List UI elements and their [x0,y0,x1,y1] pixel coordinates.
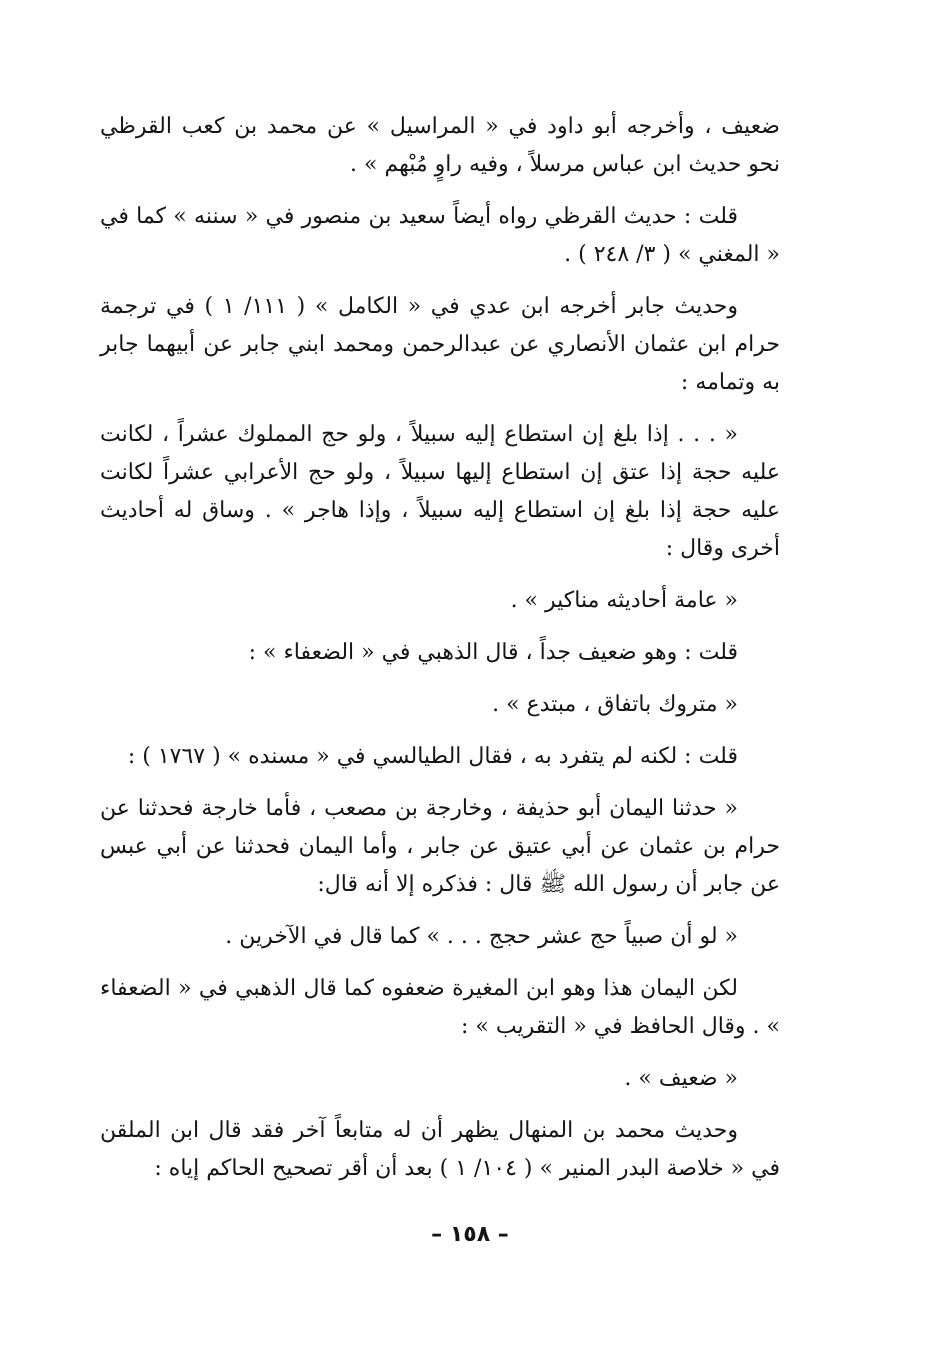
page-number: – ١٥٨ – [431,1222,509,1247]
paragraph-9-quote: « حدثنا اليمان أبو حذيفة ، وخارجة بن مصعب ، فأما خارجة فحدثنا عن حرام بن عثمان عن أبي عتيق عن جابر ، وأما اليمان فحدثنا عن أبي عبس عن جابر أن رسول الله ﷺ قال : فذكره إلا أنه قال: [100,796,780,897]
paragraph-6: قلت : وهو ضعيف جداً ، قال الذهبي في « الضعفاء » : [248,640,738,665]
page-body [100,108,780,1202]
paragraph-1: ضعيف ، وأخرجه أبو داود في « المراسيل » عن محمد بن كعب القرظي نحو حديث ابن عباس مرسلاً ، وفيه راوٍ مُبْهم » . [100,114,780,177]
paragraph-10-quote: « لو أن صبياً حج عشر حجج . . . » كما قال في الآخرين . [225,924,738,949]
paragraph-8: قلت : لكنه لم يتفرد به ، فقال الطيالسي في « مسنده » ( ١٧٦٧ ) : [127,744,738,769]
paragraph-7-quote: « متروك باتفاق ، مبتدع » . [492,692,738,717]
paragraph-4-quote: « . . . إذا بلغ إن استطاع إليه سبيلاً ، ولو حج المملوك عشراً ، لكانت عليه حجة إذا عتق إن استطاع إليها سبيلاً ، ولو حج الأعرابي عشراً لكانت عليه حجة إذا بلغ إن استطاع إليه سبيلاً ، وإذا هاجر » . وساق له أحاديث أخرى وقال : [100,422,780,561]
paragraph-3: وحديث جابر أخرجه ابن عدي في « الكامل » ( ١١١/ ١ ) في ترجمة حرام ابن عثمان الأنصاري عن عبدالرحمن ومحمد ابني جابر عن أبيهما جابر به وتمامه : [100,294,780,395]
paragraph-5-quote: « عامة أحاديثه مناكير » . [510,588,738,613]
paragraph-12-quote: « ضعيف » . [624,1066,738,1091]
paragraph-13: وحديث محمد بن المنهال يظهر أن له متابعاً آخر فقد قال ابن الملقن في « خلاصة البدر المنير » ( ١٠٤/ ١ ) بعد أن أقر تصحيح الحاكم إياه : [100,1118,780,1181]
paragraph-11: لكن اليمان هذا وهو ابن المغيرة ضعفوه كما قال الذهبي في « الضعفاء » . وقال الحافظ في « التقريب » : [100,976,780,1039]
paragraph-2: قلت : حديث القرظي رواه أيضاً سعيد بن منصور في « سننه » كما في « المغني » ( ٣/ ٢٤٨ ) . [100,204,780,267]
